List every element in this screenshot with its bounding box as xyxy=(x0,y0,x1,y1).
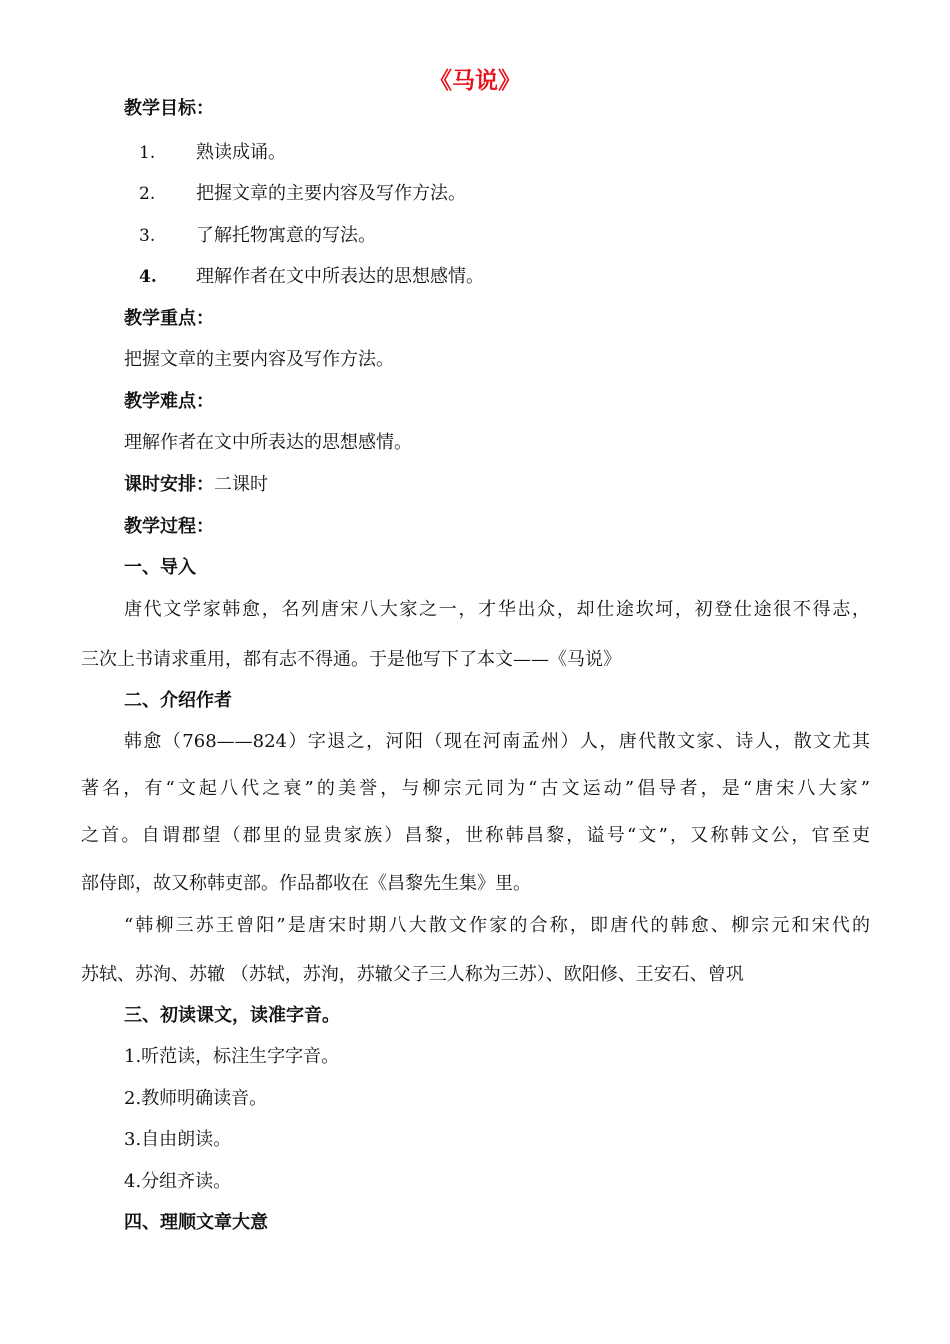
section4-heading: 四、理顺文章大意 xyxy=(124,1212,268,1233)
reading-step: 1.听范读，标注生字字音。 xyxy=(124,1046,340,1067)
author-paragraph-line: 韩愈（768——824）字退之，河阳（现在河南孟州）人，唐代散文家、诗人，散文尤其 xyxy=(124,731,870,752)
section1-line: 三次上书请求重用，都有志不得通。于是他写下了本文——《马说》 xyxy=(81,649,621,670)
key-point-text: 把握文章的主要内容及写作方法。 xyxy=(124,349,394,370)
schedule-value: 二课时 xyxy=(214,474,268,495)
author-paragraph-line: 之首。自谓郡望（郡里的显贵家族）昌黎，世称韩昌黎，谥号“文”，又称韩文公，官至吏 xyxy=(81,825,870,846)
author-paragraph-line: 部侍郎，故又称韩吏部。作品都收在《昌黎先生集》里。 xyxy=(81,873,531,894)
reading-step: 3.自由朗读。 xyxy=(124,1129,232,1150)
section2-heading: 二、介绍作者 xyxy=(124,690,232,711)
reading-step: 2.教师明确读音。 xyxy=(124,1088,268,1109)
objective-number: 3. xyxy=(139,226,156,246)
difficulty-text: 理解作者在文中所表达的思想感情。 xyxy=(124,432,412,453)
objective-text: 把握文章的主要内容及写作方法。 xyxy=(196,183,466,204)
objective-number: 4. xyxy=(139,267,157,287)
writers-paragraph-line: “韩柳三苏王曾阳”是唐宋时期八大散文作家的合称，即唐代的韩愈、柳宗元和宋代的 xyxy=(124,915,870,936)
objective-number: 2. xyxy=(139,184,156,204)
writers-paragraph-line: 苏轼、苏洵、苏辙 （苏轼，苏洵，苏辙父子三人称为三苏）、欧阳修、王安石、曾巩 xyxy=(81,964,744,985)
document-title: 《马说》 xyxy=(429,68,521,94)
section1-heading: 一、导入 xyxy=(124,557,196,578)
schedule-heading: 课时安排： xyxy=(124,474,214,495)
schedule-line xyxy=(124,472,268,498)
process-heading: 教学过程： xyxy=(124,516,214,537)
objective-text: 理解作者在文中所表达的思想感情。 xyxy=(196,266,484,287)
difficulty-heading: 教学难点： xyxy=(124,391,214,412)
key-point-heading: 教学重点： xyxy=(124,308,214,329)
objectives-heading: 教学目标： xyxy=(124,98,214,119)
section3-heading: 三、初读课文，读准字音。 xyxy=(124,1005,340,1026)
section1-line: 唐代文学家韩愈，名列唐宋八大家之一，才华出众，却仕途坎坷，初登仕途很不得志， xyxy=(124,599,870,620)
author-paragraph-line: 著名，有“文起八代之衰”的美誉，与柳宗元同为“古文运动”倡导者，是“唐宋八大家” xyxy=(81,778,870,799)
objective-text: 了解托物寓意的写法。 xyxy=(196,225,376,246)
objective-number: 1. xyxy=(139,143,156,163)
reading-step: 4.分组齐读。 xyxy=(124,1171,232,1192)
objective-text: 熟读成诵。 xyxy=(196,142,286,163)
